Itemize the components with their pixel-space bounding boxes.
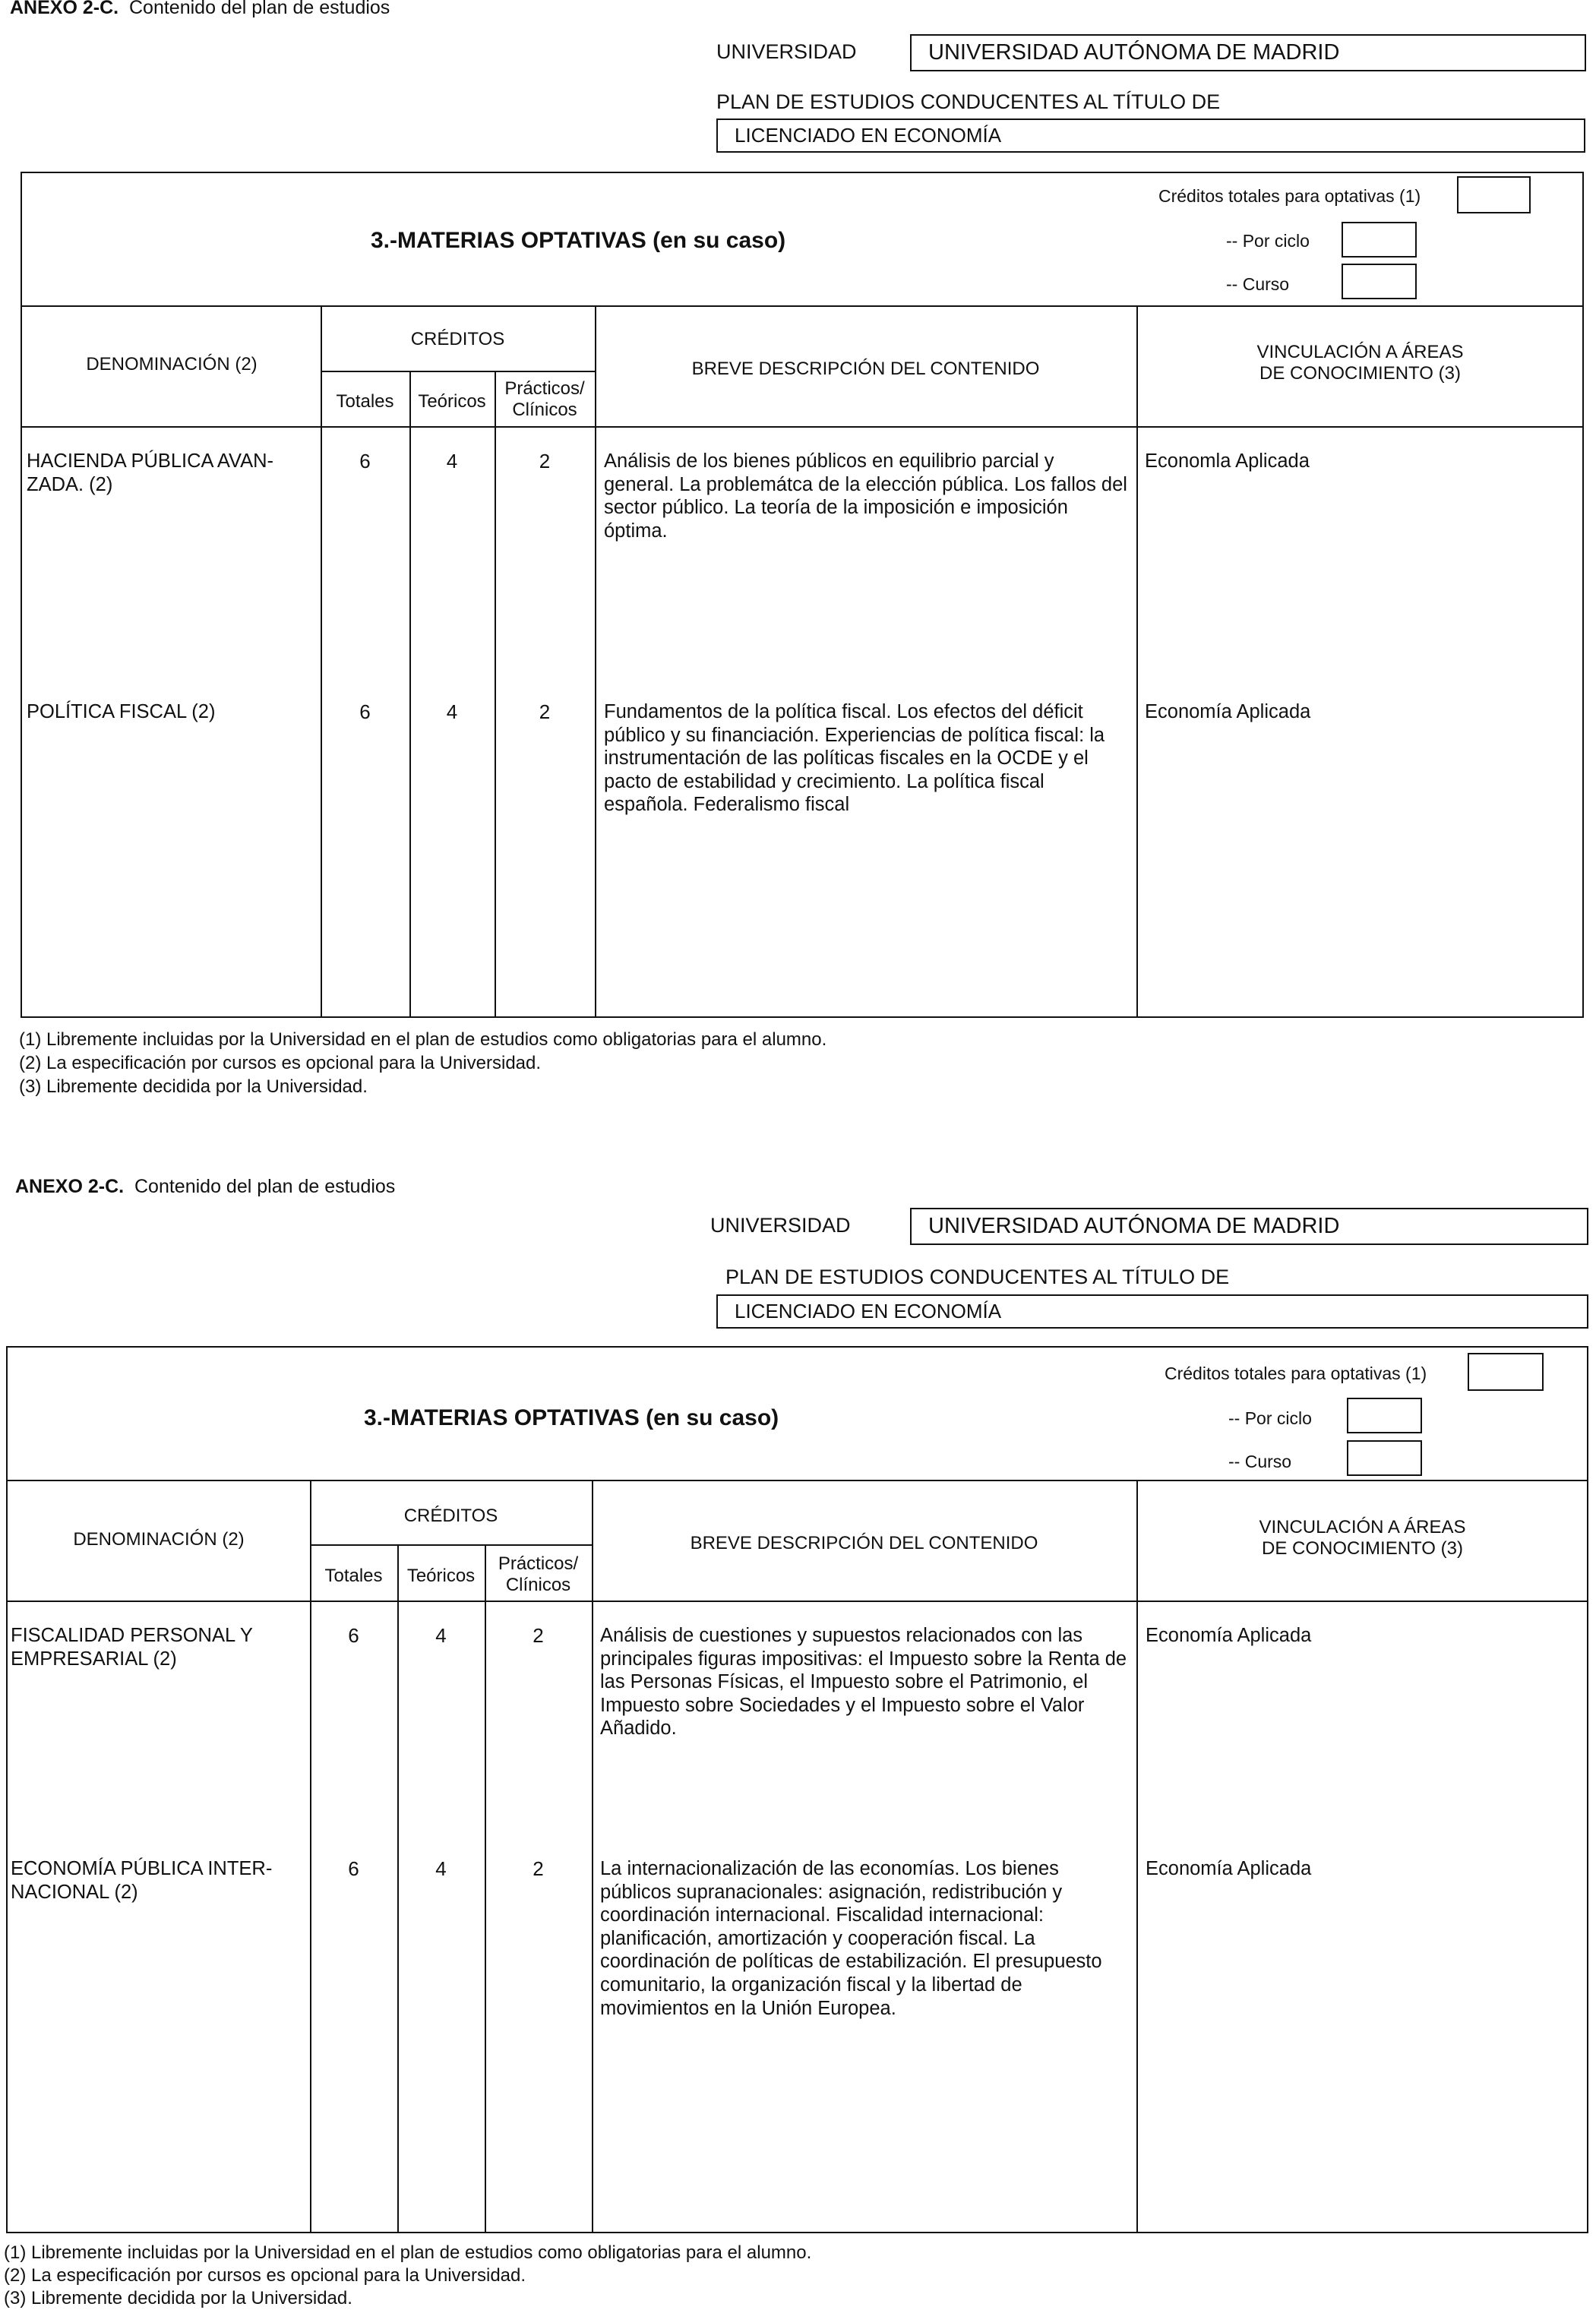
header-practicos xyxy=(495,378,595,420)
column-rule xyxy=(1136,1480,1138,2233)
column-rule xyxy=(1136,305,1138,1018)
column-rule xyxy=(310,1480,311,2233)
header-vinculacion xyxy=(1136,342,1584,384)
creditos-totales-label: Créditos totales para optativas (1) xyxy=(1158,186,1421,206)
table-divider xyxy=(6,1601,1588,1602)
row-descripcion: La internacionalización de las economías. Los bienes públicos supranacionales: asignación, redistribución y coordinación internacional. Fiscalidad internacional: planificación, amortización y cooperación fiscal. La coordinación de políticas de estabilización. El presupuesto comunitario, la organización fiscal y la libertad de movimientos en la Unión Europea. xyxy=(600,1858,1102,2019)
row-descripcion: Análisis de cuestiones y supuestos relacionados con las principales figuras impositivas: el Impuesto sobre la Renta de las Personas Físicas, el Impuesto sobre el Patrimonio, el Impuesto sobre Sociedades y el Impuesto sobre el Valor Añadido. xyxy=(600,1625,1127,1740)
header-vinculacion-line: VINCULACIÓN A ÁREAS xyxy=(1259,1517,1466,1537)
row-teoricos: 4 xyxy=(446,700,458,723)
curso-box xyxy=(1347,1440,1422,1476)
header-totales: Totales xyxy=(324,1566,383,1586)
anexo-label: ANEXO 2-C. xyxy=(10,0,119,18)
row-vinculacion: Economía Aplicada xyxy=(1145,701,1311,722)
curso-box xyxy=(1342,264,1417,299)
footnote: (2) La especificación por cursos es opcional para la Universidad. xyxy=(4,2265,526,2286)
table-divider xyxy=(321,371,595,372)
header-practicos-line: Prácticos/ xyxy=(498,1553,579,1574)
row-practicos: 2 xyxy=(533,1857,544,1880)
column-rule xyxy=(595,305,596,1018)
row-totales: 6 xyxy=(348,1624,359,1647)
anexo-subtitle: Contenido del plan de estudios xyxy=(129,0,390,18)
section-title: 3.-MATERIAS OPTATIVAS (en su caso) xyxy=(371,228,786,253)
header-teoricos: Teóricos xyxy=(406,1566,476,1586)
plan-label: PLAN DE ESTUDIOS CONDUCENTES AL TÍTULO DE xyxy=(725,1266,1230,1288)
header-vinculacion xyxy=(1136,1517,1588,1559)
table-divider xyxy=(310,1544,592,1546)
curso-label: -- Curso xyxy=(1226,274,1290,294)
row-vinculacion: Economía Aplicada xyxy=(1146,1858,1312,1879)
header-vinculacion-line: DE CONOCIMIENTO (3) xyxy=(1262,1537,1463,1559)
header-denominacion: DENOMINACIÓN (2) xyxy=(86,354,258,374)
header-creditos: CRÉDITOS xyxy=(410,329,505,349)
row-descripcion: Fundamentos de la política fiscal. Los efectos del déficit público y su financiación. Experiencias de política fiscal: la instrumentación de las políticas fiscales en la OCDE y el pacto de estabilidad y crecimiento. La política fiscal española. Federalismo fiscal xyxy=(604,701,1105,816)
row-denominacion: ECONOMÍA PÚBLICA INTER-NACIONAL (2) xyxy=(11,1858,273,1903)
row-denominacion: POLÍTICA FISCAL (2) xyxy=(27,701,216,722)
por-ciclo-box xyxy=(1347,1398,1422,1433)
plan-label: PLAN DE ESTUDIOS CONDUCENTES AL TÍTULO DE xyxy=(716,90,1221,113)
section-title: 3.-MATERIAS OPTATIVAS (en su caso) xyxy=(364,1405,779,1430)
table-divider xyxy=(6,1480,1588,1481)
row-totales: 6 xyxy=(348,1857,359,1880)
footnote: (1) Libremente incluidas por la Universidad en el plan de estudios como obligatorias para el alumno. xyxy=(19,1029,827,1050)
por-ciclo-label: -- Por ciclo xyxy=(1226,231,1310,251)
row-teoricos: 4 xyxy=(435,1857,447,1880)
row-vinculacion: Economla Aplicada xyxy=(1145,450,1310,472)
header-totales: Totales xyxy=(336,391,394,412)
creditos-totales-label: Créditos totales para optativas (1) xyxy=(1165,1364,1427,1383)
header-creditos: CRÉDITOS xyxy=(403,1506,498,1526)
row-descripcion: Análisis de los bienes públicos en equilibrio parcial y general. La problemátca de la elección pública. Los fallos del sector público. La teoría de la imposición e imposición óptima. xyxy=(604,450,1127,542)
header-teoricos: Teóricos xyxy=(418,391,486,412)
footnote: (1) Libremente incluidas por la Universidad en el plan de estudios como obligatorias para el alumno. xyxy=(4,2242,812,2263)
row-practicos: 2 xyxy=(539,450,551,472)
header-vinculacion-line: VINCULACIÓN A ÁREAS xyxy=(1256,342,1464,362)
footnote: (3) Libremente decidida por la Universidad. xyxy=(4,2288,352,2308)
row-practicos: 2 xyxy=(539,700,551,723)
anexo-label: ANEXO 2-C. xyxy=(15,1176,125,1197)
por-ciclo-box xyxy=(1342,222,1417,258)
table-divider xyxy=(21,305,1584,307)
footnote: (3) Libremente decidida por la Universidad. xyxy=(19,1076,368,1097)
header-practicos-line: Prácticos/ xyxy=(504,378,585,399)
row-denominacion: HACIENDA PÚBLICA AVAN-ZADA. (2) xyxy=(27,450,273,495)
anexo-heading xyxy=(15,1176,395,1198)
header-practicos xyxy=(485,1553,592,1595)
titulo-field: LICENCIADO EN ECONOMÍA xyxy=(716,119,1585,153)
header-clinicos-line: Clínicos xyxy=(512,399,577,420)
column-rule xyxy=(592,1480,593,2233)
column-rule xyxy=(397,1544,399,2233)
column-rule xyxy=(485,1544,486,2233)
row-practicos: 2 xyxy=(533,1624,544,1647)
universidad-label: UNIVERSIDAD xyxy=(710,1214,851,1237)
universidad-field: UNIVERSIDAD AUTÓNOMA DE MADRID xyxy=(910,1208,1588,1245)
anexo-subtitle: Contenido del plan de estudios xyxy=(134,1176,396,1197)
table-divider xyxy=(21,426,1584,428)
header-descripcion: BREVE DESCRIPCIÓN DEL CONTENIDO xyxy=(691,359,1040,379)
row-denominacion: FISCALIDAD PERSONAL Y EMPRESARIAL (2) xyxy=(11,1625,253,1670)
row-teoricos: 4 xyxy=(435,1624,447,1647)
row-totales: 6 xyxy=(359,700,371,723)
por-ciclo-label: -- Por ciclo xyxy=(1228,1408,1312,1428)
header-vinculacion-line: DE CONOCIMIENTO (3) xyxy=(1259,362,1461,384)
anexo-heading xyxy=(10,0,390,19)
creditos-totales-box xyxy=(1468,1353,1544,1391)
universidad-label: UNIVERSIDAD xyxy=(716,40,857,63)
header-clinicos-line: Clínicos xyxy=(505,1574,571,1595)
curso-label: -- Curso xyxy=(1228,1452,1292,1471)
creditos-totales-box xyxy=(1457,176,1531,213)
header-denominacion: DENOMINACIÓN (2) xyxy=(73,1529,245,1550)
header-descripcion: BREVE DESCRIPCIÓN DEL CONTENIDO xyxy=(690,1533,1038,1553)
titulo-field: LICENCIADO EN ECONOMÍA xyxy=(716,1294,1588,1329)
universidad-field: UNIVERSIDAD AUTÓNOMA DE MADRID xyxy=(910,34,1586,71)
footnote: (2) La especificación por cursos es opcional para la Universidad. xyxy=(19,1053,542,1073)
row-teoricos: 4 xyxy=(446,450,458,472)
column-rule xyxy=(321,305,322,1018)
row-vinculacion: Economía Aplicada xyxy=(1146,1625,1312,1646)
row-totales: 6 xyxy=(359,450,371,472)
